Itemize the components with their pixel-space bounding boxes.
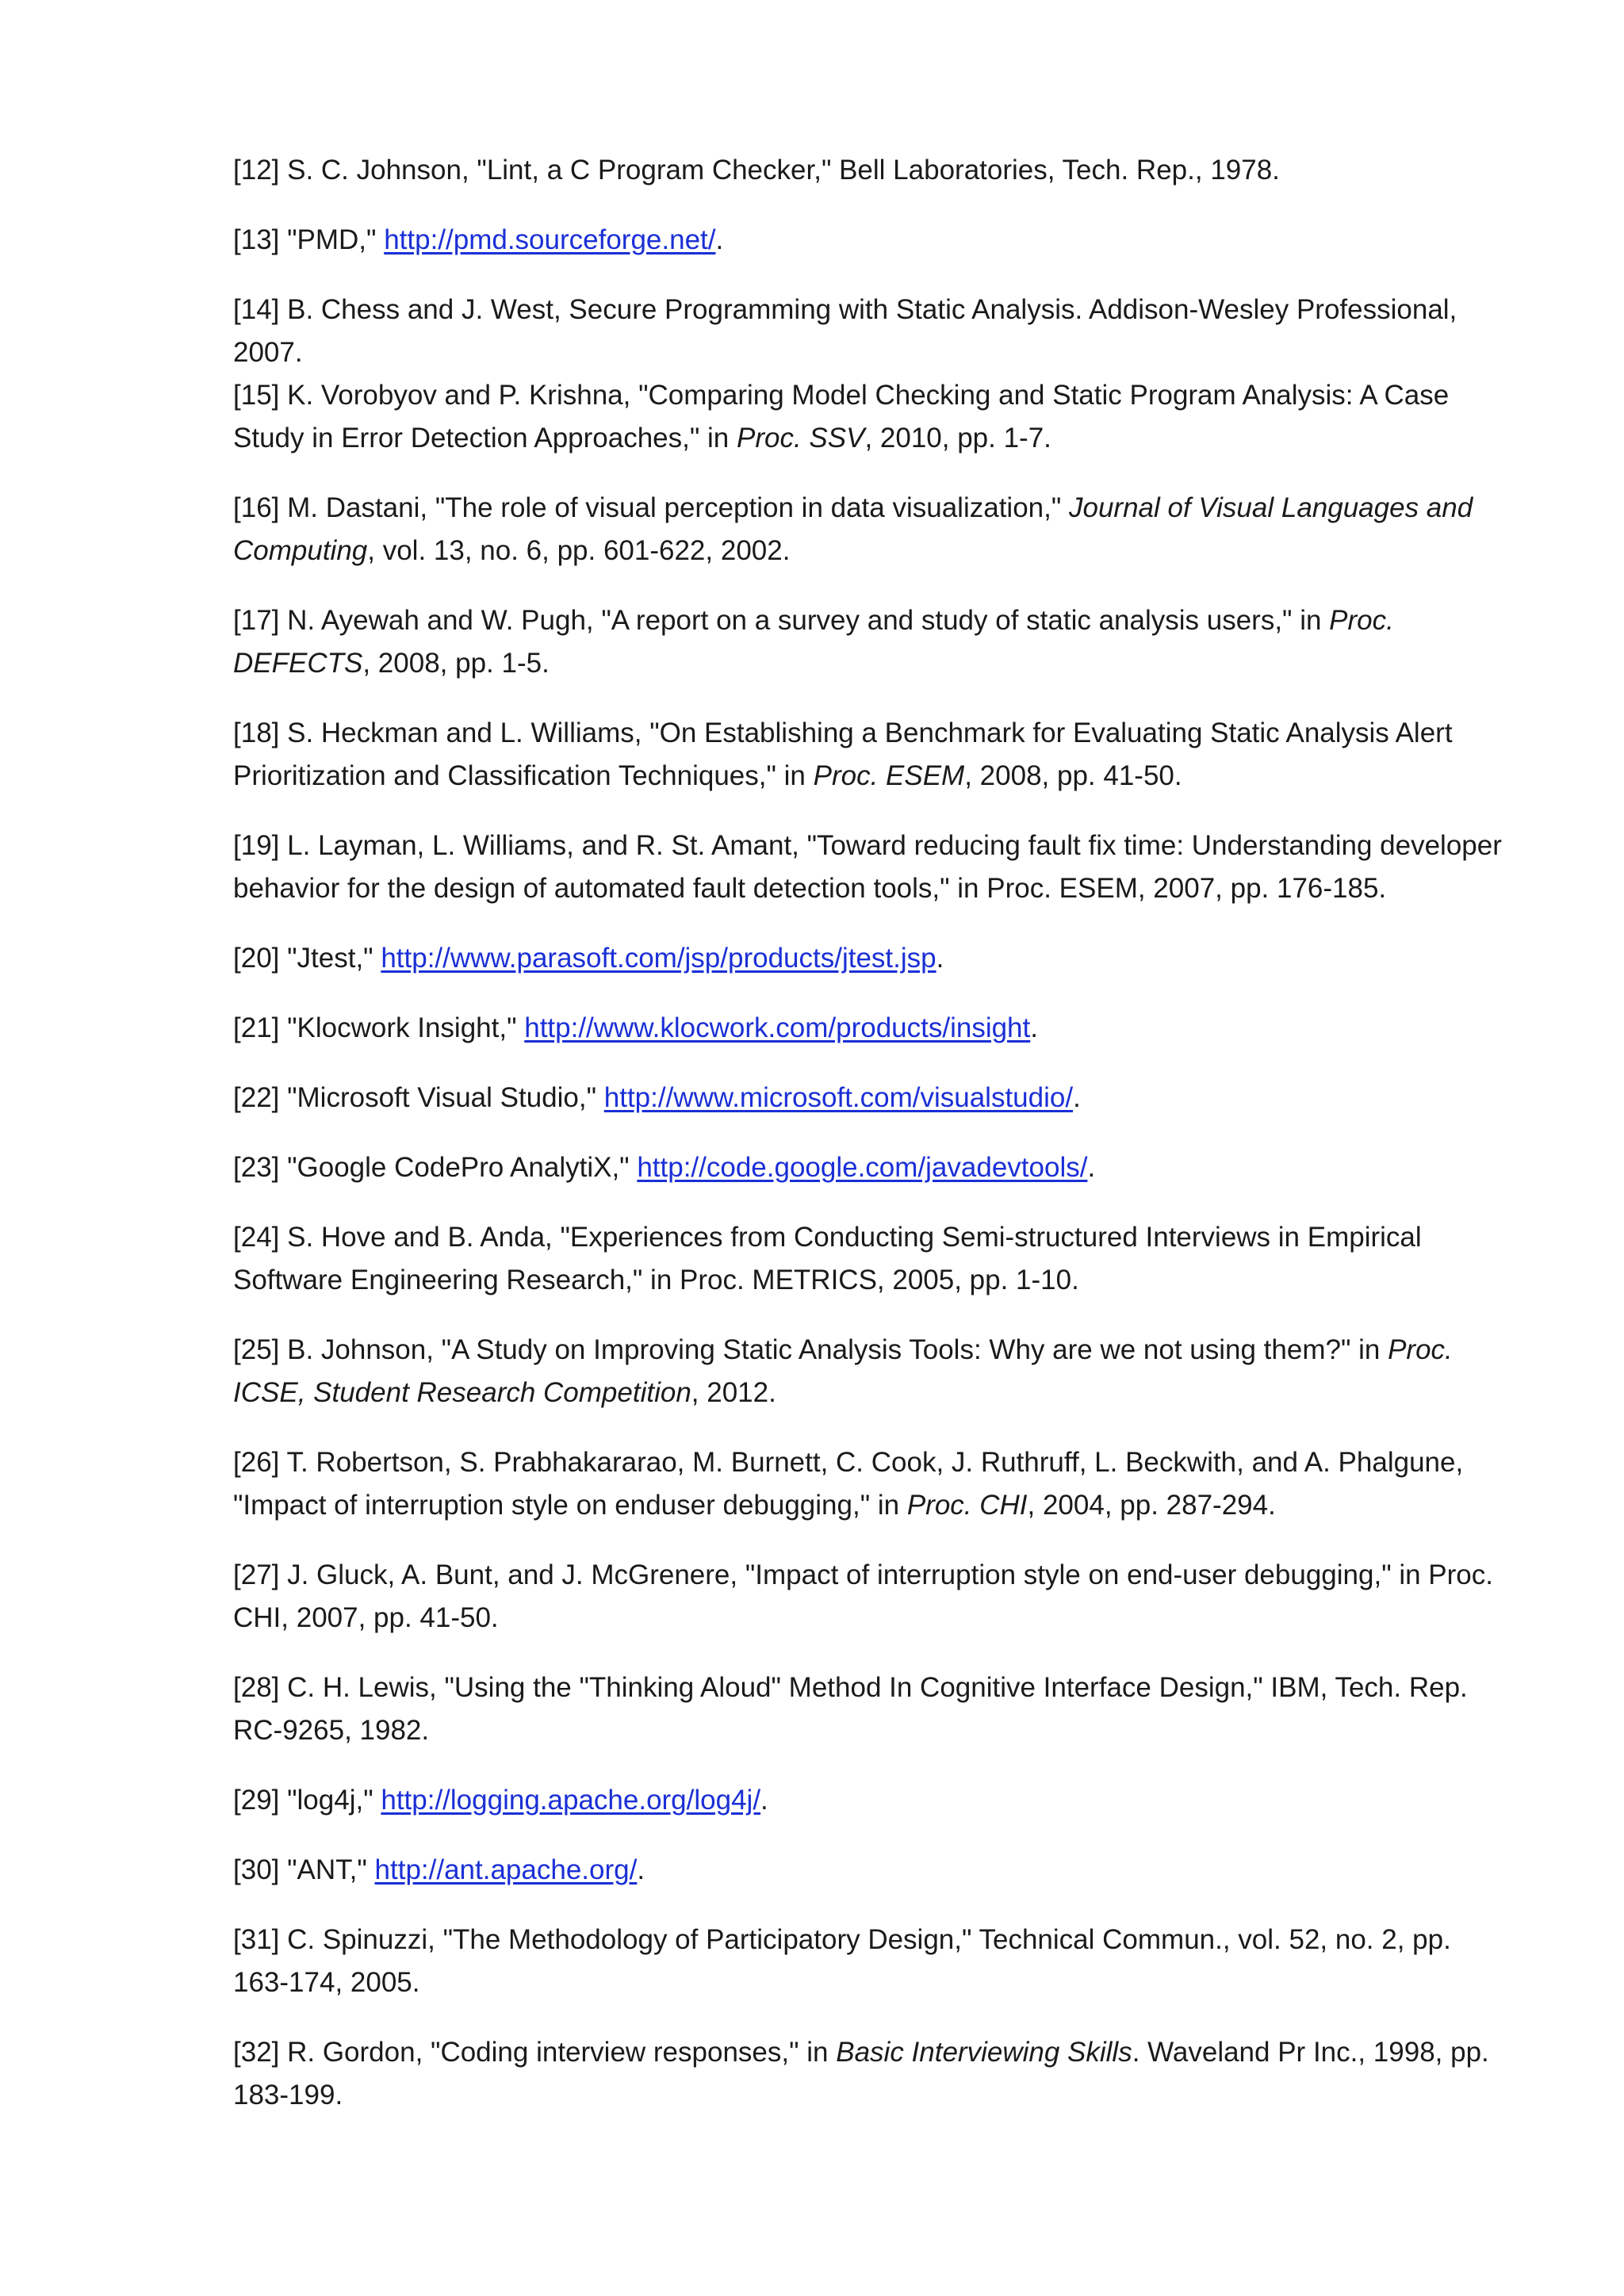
- reference-venue: Proc. SSV: [736, 423, 865, 453]
- reference-venue: Proc. ICSE, Student Research Competition: [233, 1334, 1461, 1408]
- reference-entry: [233, 374, 1502, 460]
- reference-entry: [233, 1216, 1502, 1302]
- reference-entry: [233, 219, 1502, 262]
- reference-text: .: [637, 1854, 645, 1885]
- reference-text: , 2008, pp. 41-50.: [964, 760, 1182, 791]
- reference-text: [17] N. Ayewah and W. Pugh, "A report on a survey and study of static analysis users," in: [233, 605, 1330, 636]
- reference-text: [22] "Microsoft Visual Studio,": [233, 1082, 604, 1113]
- reference-text: .: [936, 943, 944, 974]
- reference-text: [24] S. Hove and B. Anda, "Experiences from Conducting Semi-structured Interviews in Empirical Software Engineering Research," in Proc. METRICS, 2005, pp. 1-10.: [233, 1222, 1430, 1295]
- reference-venue: Basic Interviewing Skills: [836, 2037, 1132, 2068]
- reference-text: [20] "Jtest,": [233, 943, 381, 974]
- reference-text: [25] B. Johnson, "A Study on Improving Static Analysis Tools: Why are we not using them?" in: [233, 1334, 1388, 1365]
- reference-link[interactable]: http://www.microsoft.com/visualstudio/: [603, 1082, 1074, 1113]
- reference-text: , 2012.: [691, 1377, 776, 1408]
- reference-entry: [233, 1077, 1502, 1119]
- reference-link[interactable]: http://www.klocwork.com/products/insight: [524, 1012, 1031, 1043]
- reference-link[interactable]: http://ant.apache.org/: [374, 1854, 638, 1885]
- reference-venue: Proc. CHI: [906, 1490, 1028, 1521]
- reference-entry: [233, 1849, 1502, 1892]
- reference-entry: [233, 1329, 1502, 1414]
- reference-entry: [233, 1779, 1502, 1822]
- reference-entry: [233, 599, 1502, 685]
- reference-text: .: [1073, 1082, 1081, 1113]
- reference-text: [31] C. Spinuzzi, "The Methodology of Participatory Design," Technical Commun., vol. 52, no. 2, pp. 163-174, 2005.: [233, 1924, 1459, 1998]
- reference-entry: [233, 149, 1502, 192]
- reference-text: [29] "log4j,": [233, 1785, 381, 1816]
- reference-entry: [233, 1554, 1502, 1640]
- reference-text: . Waveland Pr Inc., 1998, pp. 183-199.: [233, 2037, 1497, 2110]
- reference-entry: [233, 1667, 1502, 1752]
- reference-text: .: [760, 1785, 768, 1816]
- reference-venue: Proc. ESEM: [813, 760, 965, 791]
- reference-text: [13] "PMD,": [233, 224, 385, 255]
- reference-text: [26] T. Robertson, S. Prabhakararao, M. Burnett, C. Cook, J. Ruthruff, L. Beckwith, and A. Phalgune, "Impact of interruption style on enduser debugging," in: [233, 1447, 1471, 1521]
- reference-link[interactable]: http://logging.apache.org/log4j/: [381, 1785, 761, 1816]
- reference-text: [15] K. Vorobyov and P. Krishna, "Comparing Model Checking and Static Program Analysis: A Case Study in Error Detection Approaches," in: [233, 380, 1457, 453]
- reference-text: , 2010, pp. 1-7.: [864, 423, 1051, 453]
- reference-entry: [233, 825, 1510, 910]
- reference-entry: [233, 1441, 1502, 1527]
- reference-text: [30] "ANT,": [233, 1854, 375, 1885]
- reference-entry: [233, 1146, 1502, 1189]
- reference-text: .: [1087, 1152, 1096, 1183]
- reference-text: [14] B. Chess and J. West, Secure Programming with Static Analysis. Addison-Wesley Professional, 2007.: [233, 294, 1465, 368]
- reference-entry: [233, 487, 1502, 572]
- reference-entry: [233, 1007, 1502, 1050]
- reference-text: , vol. 13, no. 6, pp. 601-622, 2002.: [367, 535, 791, 566]
- reference-text: [28] C. H. Lewis, "Using the "Thinking Aloud" Method In Cognitive Interface Design," IBM, Tech. Rep. RC-9265, 1982.: [233, 1672, 1476, 1746]
- reference-entry: [233, 2031, 1502, 2117]
- reference-entry: [233, 289, 1502, 374]
- reference-text: [19] L. Layman, L. Williams, and R. St. Amant, "Toward reducing fault fix time: Understanding developer behavior for the design of automated fault detection tools," in Proc. ESEM, 2007, pp. 176-185.: [233, 830, 1510, 904]
- reference-text: [16] M. Dastani, "The role of visual perception in data visualization,": [233, 492, 1069, 523]
- reference-text: [23] "Google CodePro AnalytiX,": [233, 1152, 638, 1183]
- reference-text: , 2008, pp. 1-5.: [362, 648, 550, 679]
- reference-text: [18] S. Heckman and L. Williams, "On Establishing a Benchmark for Evaluating Static Analysis Alert Prioritization and Classification Techniques," in: [233, 718, 1461, 791]
- reference-text: [27] J. Gluck, A. Bunt, and J. McGrenere, "Impact of interruption style on end-user debugging," in Proc. CHI, 2007, pp. 41-50.: [233, 1559, 1501, 1633]
- reference-link[interactable]: http://code.google.com/javadevtools/: [637, 1152, 1088, 1183]
- reference-venue: Journal of Visual Languages and Computing: [233, 492, 1480, 566]
- reference-venue: Proc. DEFECTS: [233, 605, 1402, 679]
- reference-list: [233, 149, 1510, 2144]
- reference-link[interactable]: http://pmd.sourceforge.net/: [384, 224, 716, 255]
- reference-entry: [233, 937, 1502, 980]
- reference-text: [12] S. C. Johnson, "Lint, a C Program Checker," Bell Laboratories, Tech. Rep., 1978.: [233, 155, 1280, 186]
- reference-text: .: [1030, 1012, 1038, 1043]
- reference-link[interactable]: http://www.parasoft.com/jsp/products/jtest.jsp: [381, 943, 936, 974]
- reference-entry: [233, 712, 1502, 798]
- reference-entry: [233, 1919, 1502, 2004]
- reference-text: , 2004, pp. 287-294.: [1027, 1490, 1276, 1521]
- reference-text: .: [715, 224, 724, 255]
- reference-text: [32] R. Gordon, "Coding interview responses," in: [233, 2037, 837, 2068]
- reference-text: [21] "Klocwork Insight,": [233, 1012, 525, 1043]
